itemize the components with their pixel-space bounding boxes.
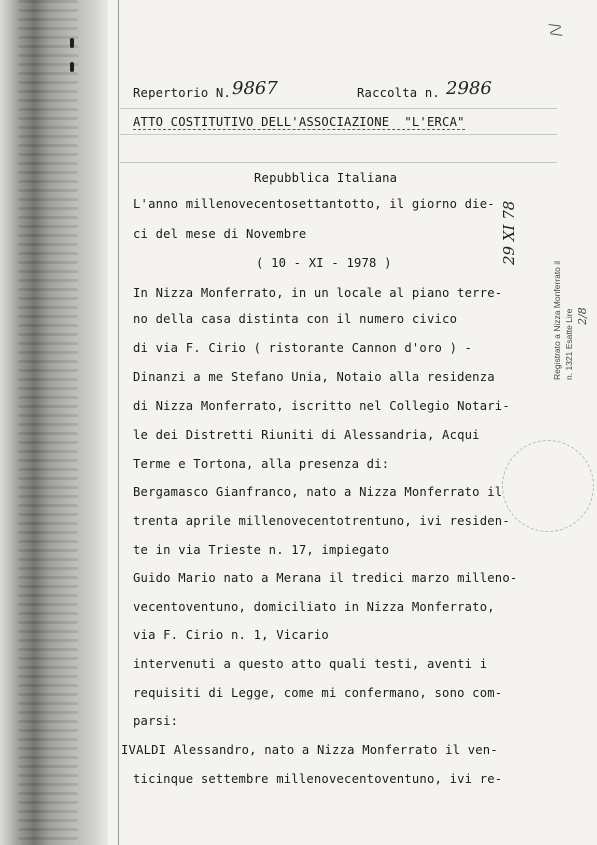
corner-scribble: /\/ [545, 21, 565, 39]
body-line: di via F. Cirio ( ristorante Cannon d'oro ) - [133, 341, 473, 355]
faded-seal [502, 440, 594, 532]
registration-stamp [548, 205, 589, 385]
ruling-line [120, 134, 557, 135]
body-line: Guido Mario nato a Merana il tredici marzo milleno- [133, 571, 518, 585]
binding-shading [18, 0, 78, 845]
body-line: vecentoventuno, domiciliato in Nizza Monferrato, [133, 600, 495, 614]
binding-edge [0, 0, 108, 845]
repertorio-label: Repertorio N. [133, 86, 231, 100]
punch-hole [70, 38, 74, 48]
body-line: requisiti di Legge, come mi confermano, sono com- [133, 686, 503, 700]
body-line: ( 10 - XI - 1978 ) [256, 256, 392, 270]
body-line: Bergamasco Gianfranco, nato a Nizza Monferrato il [133, 485, 503, 499]
registration-date-hand: 29 XI 78 [500, 200, 518, 265]
punch-hole [70, 62, 74, 72]
body-line: Dinanzi a me Stefano Unia, Notaio alla residenza [133, 370, 495, 384]
body-line: trenta aprile millenovecentotrentuno, ivi residen- [133, 514, 510, 528]
body-line: Repubblica Italiana [254, 171, 398, 185]
ruling-line [120, 162, 557, 163]
body-line: L'anno millenovecentosettantotto, il giorno die- [133, 197, 495, 211]
stamp-text-2: n. 1321 Esatte Lire [564, 308, 574, 380]
body-line: di Nizza Monferrato, iscritto nel Collegio Notari- [133, 399, 510, 413]
body-line: ticinque settembre millenovecentoventuno, ivi re- [133, 772, 503, 786]
stamp-text: Registrato a Nizza Monferrato il [552, 260, 562, 380]
raccolta-label: Raccolta n. [357, 86, 440, 100]
body-line: te in via Trieste n. 17, impiegato [133, 543, 390, 557]
body-line: parsi: [133, 714, 179, 728]
raccolta-number: 2986 [446, 78, 492, 99]
body-line: In Nizza Monferrato, in un locale al piano terre- [133, 286, 503, 300]
body-line: no della casa distinta con il numero civico [133, 312, 458, 326]
body-line: Terme e Tortona, alla presenza di: [133, 457, 390, 471]
body-line: le dei Distretti Riuniti di Alessandria, Acqui [133, 428, 480, 442]
body-line: ci del mese di Novembre [133, 227, 307, 241]
stamp-number-hand: 2/8 [576, 307, 589, 325]
repertorio-number: 9867 [232, 78, 278, 99]
ruling-line [120, 108, 557, 109]
body-line: intervenuti a questo atto quali testi, aventi i [133, 657, 488, 671]
margin-line [118, 0, 119, 845]
document-title: ATTO COSTITUTIVO DELL'ASSOCIAZIONE "L'ERCA" [133, 115, 465, 129]
body-line: via F. Cirio n. 1, Vicario [133, 628, 329, 642]
body-line: IVALDI Alessandro, nato a Nizza Monferrato il ven- [121, 743, 498, 757]
